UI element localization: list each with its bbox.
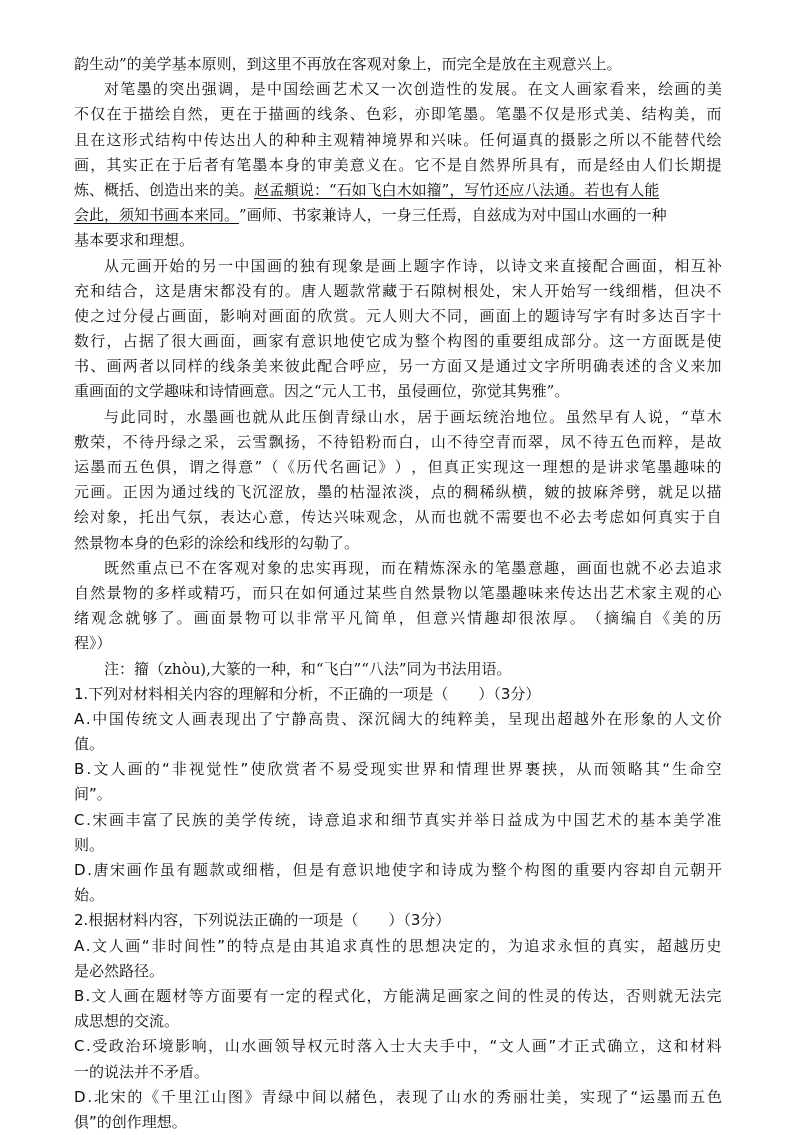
option-line: 则。 — [74, 835, 105, 854]
exam-page — [74, 52, 722, 1135]
option-line: A . 文 人 画 “ 非 时 间 性 ” 的 特 点 是 由 其 追 求 真 性 的 思 想 决 定 的 ， 为 追 求 永 恒 的 真 实 ， 超 越 历 史 — [74, 936, 722, 955]
option-line: 间”。 — [74, 785, 112, 804]
paragraph-line: 程》） — [74, 634, 112, 653]
paragraph-line: 绘 对 象 ， 托 出 气 氛 ， 表 达 心 意 ， 传 达 兴 味 观 念 ， 从 而 也 就 不 需 要 也 不 必 去 考 虑 如 何 真 实 于 自 — [74, 508, 722, 527]
option-line: A . 中 国 传 统 文 人 画 表 现 出 了 宁 静 高 贵 、 深 沉 阔 大 的 纯 粹 美 ， 呈 现 出 超 越 外 在 形 象 的 人 文 价 — [74, 709, 722, 728]
paragraph-line: 使 之 过 分 侵 占 画 面 ， 影 响 对 画 面 的 欣 赏 。 元 人 则 大 不 同 ， 画 面 上 的 题 诗 写 字 有 时 多 达 百 字 十 — [74, 306, 722, 325]
annotation-note: 注：籀（zhòu),大篆的一种，和“飞白”“八法”同为书法用语。 — [104, 659, 512, 678]
option-line: D . 唐 宋 画 作 虽 有 题 款 或 细 楷 ， 但 是 有 意 识 地 使 字 和 诗 成 为 整 个 构 图 的 重 要 内 容 却 自 元 朝 开 — [74, 861, 722, 879]
line-text: 炼、概括、创造出来的美。 — [74, 180, 255, 199]
paragraph-line — [74, 178, 722, 203]
question-stem-text: 1.下列对材料相关内容的理解和分析，不正确的一项是（ ）（3分） — [74, 684, 541, 703]
option-line: 是必然路径。 — [74, 961, 165, 980]
option-line: 成思想的交流。 — [74, 1012, 180, 1031]
paragraph-line: 不 仅 在 于 描 绘 自 然 ， 更 在 于 描 画 的 线 条 、 色 彩 ， 亦 即 笔 墨 。 笔 墨 不 仅 是 形 式 美 、 结 构 美 ， 而 — [74, 105, 722, 124]
paragraph-line: 且 在 这 形 式 结 构 中 传 达 出 人 的 种 种 主 观 精 神 境 界 和 兴 味 。 任 何 逼 真 的 摄 影 之 所 以 不 能 替 代 绘 — [74, 130, 722, 149]
answer-option[interactable] — [74, 1085, 722, 1135]
passage-paragraph — [74, 254, 722, 405]
paragraph-line: 充 和 结 合 ， 这 是 唐 宋 都 没 有 的 。 唐 人 题 款 常 藏 于 石 隙 树 根 处 ， 宋 人 开 始 写 一 线 细 楷 ， 但 决 不 — [74, 281, 722, 300]
option-line: B . 文 人 画 在 题 材 等 方 面 要 有 一 定 的 程 式 化 ， 方 能 满 足 画 家 之 间 的 性 灵 的 传 达 ， 否 则 就 无 法 完 — [74, 986, 722, 1005]
answer-option[interactable] — [74, 858, 722, 908]
answer-option[interactable] — [74, 1034, 722, 1084]
paragraph-line: 自 然 景 物 的 多 样 或 精 巧 ， 而 只 在 如 何 通 过 某 些 自 然 景 物 以 笔 墨 趣 味 来 传 达 出 艺 术 家 主 观 的 心 — [74, 583, 722, 602]
option-line: 一的说法并不矛盾。 — [74, 1062, 210, 1081]
paragraph-line: 既 然 重 点 已 不 在 客 观 对 象 的 忠 实 再 现 ， 而 在 精 炼 深 永 的 笔 墨 意 趣 ， 画 面 也 就 不 必 去 追 求 — [104, 558, 722, 577]
paragraph-line: 敷 荣 ， 不 待 丹 绿 之 采 ， 云 雪 飘 扬 ， 不 待 铅 粉 而 白 ， 山 不 待 空 青 而 翠 ， 凤 不 待 五 色 而 粹 ， 是 故 — [74, 432, 722, 451]
answer-option[interactable] — [74, 934, 722, 984]
paragraph-line: 基本要求和理想。 — [74, 231, 195, 250]
paragraph-line: 韵生动”的美学基本原则，到这里不再放在客观对象上，而完全是放在主观意兴上。 — [74, 55, 622, 73]
option-line: 值。 — [74, 735, 105, 754]
paragraph-line: 运 墨 而 五 色 俱 ， 谓 之 得 意 ” （ 《 历 代 名 画 记 》 ） ， 但 真 正 实 现 这 一 理 想 的 是 讲 求 笔 墨 趣 味 的 — [74, 458, 722, 476]
passage-paragraph — [74, 77, 722, 253]
passage-paragraph — [74, 405, 722, 556]
reading-passage — [74, 52, 722, 682]
question-block — [74, 908, 722, 1135]
paragraph-line: 与 此 同 时 ， 水 墨 画 也 就 从 此 压 倒 青 绿 山 水 ， 居 于 画 坛 统 治 地 位 。 虽 然 早 有 人 说 ， “ 草 木 — [104, 407, 722, 426]
option-line: C . 宋 画 丰 富 了 民 族 的 美 学 传 统 ， 诗 意 追 求 和 细 节 真 实 并 举 日 益 成 为 中 国 艺 术 的 基 本 美 学 准 — [74, 810, 722, 829]
answer-option[interactable] — [74, 984, 722, 1034]
passage-paragraph — [74, 52, 722, 77]
question-stem — [74, 908, 722, 933]
option-line: 始。 — [74, 886, 105, 905]
underlined-quote: 会此，须知书画本来同。 — [74, 206, 240, 225]
option-line: B . 文 人 画 的 “ 非 视 觉 性 ” 使 欣 赏 者 不 易 受 现 实 世 界 和 情 理 世 界 裹 挟 ， 从 而 领 略 其 “ 生 命 空 — [74, 760, 722, 779]
paragraph-line: 绪 观 念 就 够 了 。 画 面 景 物 可 以 非 常 平 凡 简 单 ， 但 意 兴 情 趣 却 很 浓 厚 。 （ 摘 编 自 《 美 的 历 — [74, 609, 722, 628]
answer-option[interactable] — [74, 808, 722, 858]
paragraph-line: 从 元 画 开 始 的 另 一 中 国 画 的 独 有 现 象 是 画 上 题 字 作 诗 ， 以 诗 文 来 直 接 配 合 画 面 ， 相 互 补 — [104, 256, 722, 275]
passage-paragraph — [74, 556, 722, 657]
line-text: ”画师、书家兼诗人，一身三任焉，自兹成为对中国山水画的一种 — [239, 206, 667, 225]
option-line: C . 受 政 治 环 境 影 响 ， 山 水 画 领 导 权 元 时 落 入 士 大 夫 手 中 ， “ 文 人 画 ” 才 正 式 确 立 ， 这 和 材 料 — [74, 1037, 722, 1056]
underlined-quote: 赵孟頫说：“石如飞白木如籀”，写竹还应八法通。若也有人能 — [254, 180, 660, 199]
question-block — [74, 682, 722, 909]
answer-option[interactable] — [74, 757, 722, 807]
paragraph-line: 对 笔 墨 的 突 出 强 调 ， 是 中 国 绘 画 艺 术 又 一 次 创 造 性 的 发 展 。 在 文 人 画 家 看 来 ， 绘 画 的 美 — [104, 80, 722, 99]
paragraph-line: 元 画 。 正 因 为 通 过 线 的 飞 沉 涩 放 ， 墨 的 枯 湿 浓 淡 ， 点 的 稠 稀 纵 横 ， 皴 的 披 麻 斧 劈 ， 就 足 以 描 — [74, 483, 722, 502]
paragraph-line: 书 、 画 两 者 以 同 样 的 线 条 美 来 彼 此 配 合 呼 应 ， 另 一 方 面 又 是 通 过 文 字 所 明 确 表 述 的 含 义 来 加 — [74, 357, 722, 376]
question-stem — [74, 682, 722, 707]
answer-option[interactable] — [74, 707, 722, 757]
paragraph-line — [74, 203, 722, 228]
option-line: D . 北 宋 的 《 千 里 江 山 图 》 青 绿 中 间 以 赭 色 ， 表 现 了 山 水 的 秀 丽 壮 美 ， 实 现 了 “ 运 墨 而 五 色 — [74, 1087, 722, 1106]
question-stem-text: 2.根据材料内容，下列说法正确的一项是（ ）（3分） — [74, 911, 451, 930]
paragraph-line: 画 ， 其 实 正 在 于 后 者 有 笔 墨 本 身 的 审 美 意 义 在 。 它 不 是 自 然 界 所 具 有 ， 而 是 经 由 人 们 长 期 提 — [74, 155, 722, 174]
passage-paragraph — [74, 657, 722, 682]
paragraph-line: 数 行 ， 占 据 了 很 大 画 面 ， 画 家 有 意 识 地 使 它 成 为 整 个 构 图 的 重 要 组 成 部 分 。 这 一 方 面 既 是 使 — [74, 332, 722, 351]
paragraph-line: 重画面的文学趣味和诗情画意。因之“元人工书，虽侵画位，弥觉其隽雅”。 — [74, 382, 570, 401]
paragraph-line: 然景物本身的色彩的涂绘和线形的勾勒了。 — [74, 533, 360, 552]
option-line: 俱”的创作理想。 — [74, 1112, 187, 1131]
question-list — [74, 682, 722, 1135]
